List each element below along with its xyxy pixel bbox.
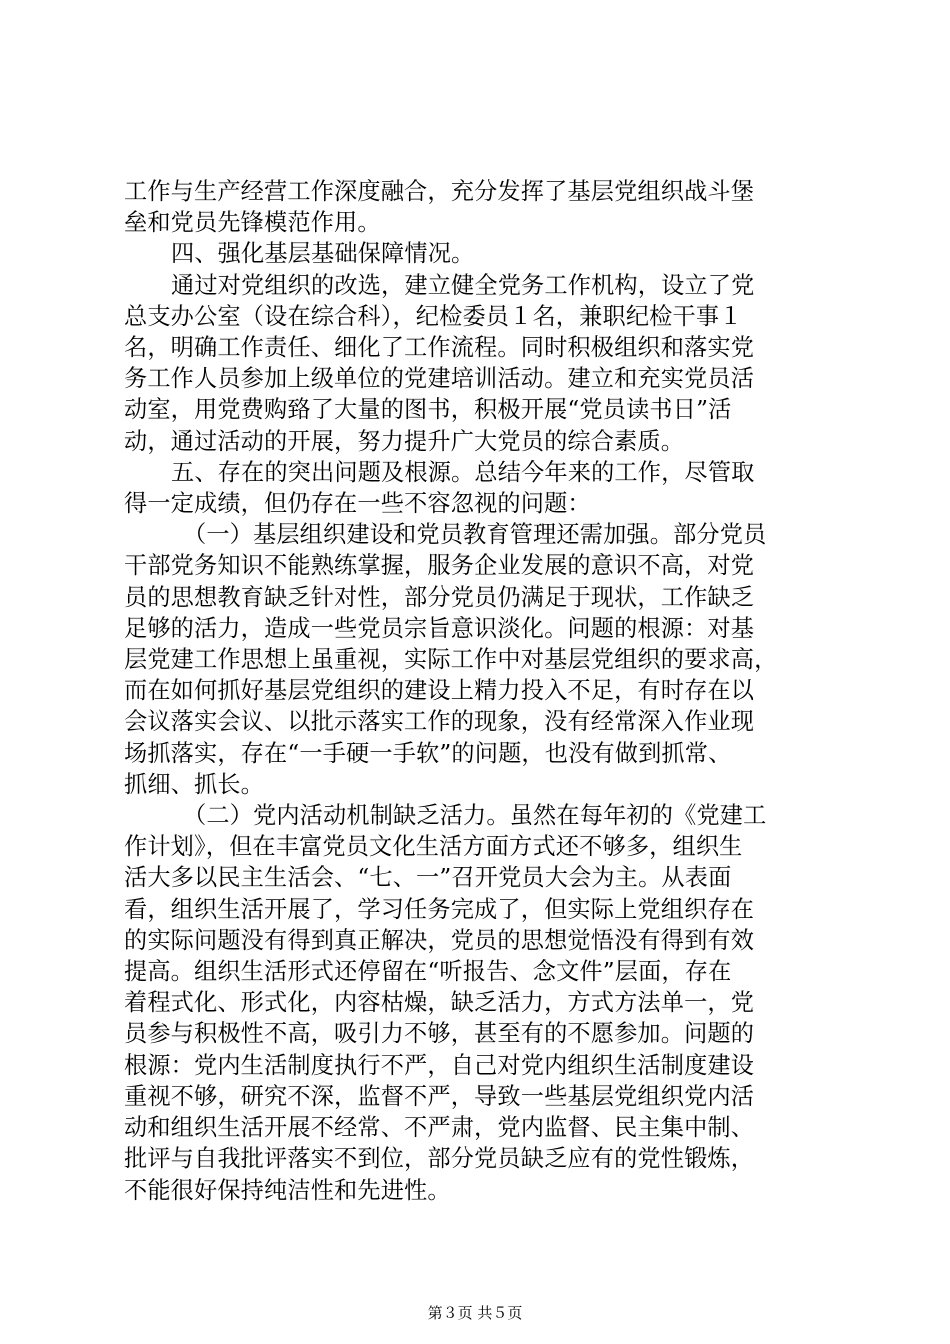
paragraph-party-office [124, 270, 844, 457]
document-body [124, 176, 844, 1206]
text-line: 四、强化基层基础保障情况。 [171, 240, 475, 268]
text-line: （二）党内活动机制缺乏活力。虽然在每年初的《党建工 [183, 802, 767, 830]
text-line: 员的思想教育缺乏针对性，部分党员仍满足于现状，工作缺乏 [124, 583, 755, 611]
text-line: 名，明确工作责任、细化了工作流程。同时积极组织和落实党 [124, 334, 755, 362]
text-line: 活大多以民主生活会、“七、一”召开党员大会为主。从表面 [124, 864, 732, 892]
text-line: 看，组织生活开展了，学习任务完成了，但实际上党组织存在 [124, 895, 755, 923]
text-line: 动室，用党费购臵了大量的图书，积极开展“党员读书日”活 [124, 396, 732, 424]
text-line: 得一定成绩，但仍存在一些不容忽视的问题： [124, 490, 591, 518]
text-line: 干部党务知识不能熟练掌握，服务企业发展的意识不高，对党 [124, 552, 755, 580]
text-line: 批评与自我批评落实不到位，部分党员缺乏应有的党性锻炼， [124, 1145, 755, 1173]
paragraph-issue-two [124, 800, 844, 1206]
section-heading-four [124, 238, 844, 269]
text-line: 足够的活力，造成一些党员宗旨意识淡化。问题的根源：对基 [124, 614, 755, 642]
text-line: 着程式化、形式化，内容枯燥，缺乏活力，方式方法单一，党 [124, 989, 755, 1017]
page-number: 第３页 共５页 [427, 1304, 523, 1322]
text-line: 的实际问题没有得到真正解决，党员的思想觉悟没有得到有效 [124, 926, 755, 954]
text-line: 务工作人员参加上级单位的党建培训活动。建立和充实党员活 [124, 365, 755, 393]
text-line: 工作与生产经营工作深度融合，充分发挥了基层党组织战斗堡 [124, 178, 755, 205]
text-line: 不能很好保持纯洁性和先进性。 [124, 1176, 451, 1204]
text-line: 层党建工作思想上虽重视，实际工作中对基层党组织的要求高， [124, 646, 778, 674]
text-line: （一）基层组织建设和党员教育管理还需加强。部分党员 [183, 521, 767, 549]
text-line: 总支办公室（设在综合科），纪检委员１名，兼职纪检干事１ [124, 302, 743, 330]
paragraph-issue-one [124, 519, 844, 800]
paragraph-continuation [124, 176, 844, 238]
text-line: 而在如何抓好基层党组织的建设上精力投入不足，有时存在以 [124, 677, 755, 705]
text-line: 重视不够，研究不深，监督不严，导致一些基层党组织党内活 [124, 1082, 755, 1110]
text-line: 动，通过活动的开展，努力提升广大党员的综合素质。 [124, 427, 685, 455]
text-line: 员参与积极性不高，吸引力不够，甚至有的不愿参加。问题的 [124, 1020, 755, 1048]
page-footer [0, 1303, 950, 1323]
text-line: 场抓落实，存在“一手硬一手软”的问题，也没有做到抓常、 [124, 739, 732, 767]
section-heading-five [124, 457, 844, 519]
text-line: 动和组织生活开展不经常、不严肃，党内监督、民主集中制、 [124, 1114, 755, 1142]
text-line: 通过对党组织的改选，建立健全党务工作机构，设立了党 [171, 271, 755, 299]
text-line: 根源：党内生活制度执行不严，自己对党内组织生活制度建设 [124, 1051, 755, 1079]
text-line: 五、存在的突出问题及根源。总结今年来的工作，尽管取 [171, 458, 755, 486]
text-line: 提高。组织生活形式还停留在“听报告、念文件”层面，存在 [124, 958, 732, 986]
text-line: 作计划》，但在丰富党员文化生活方面方式还不够多，组织生 [124, 833, 743, 861]
text-line: 会议落实会议、以批示落实工作的现象，没有经常深入作业现 [124, 708, 755, 736]
text-line: 抓细、抓长。 [124, 770, 265, 798]
text-line: 垒和党员先锋模范作用。 [124, 209, 381, 237]
